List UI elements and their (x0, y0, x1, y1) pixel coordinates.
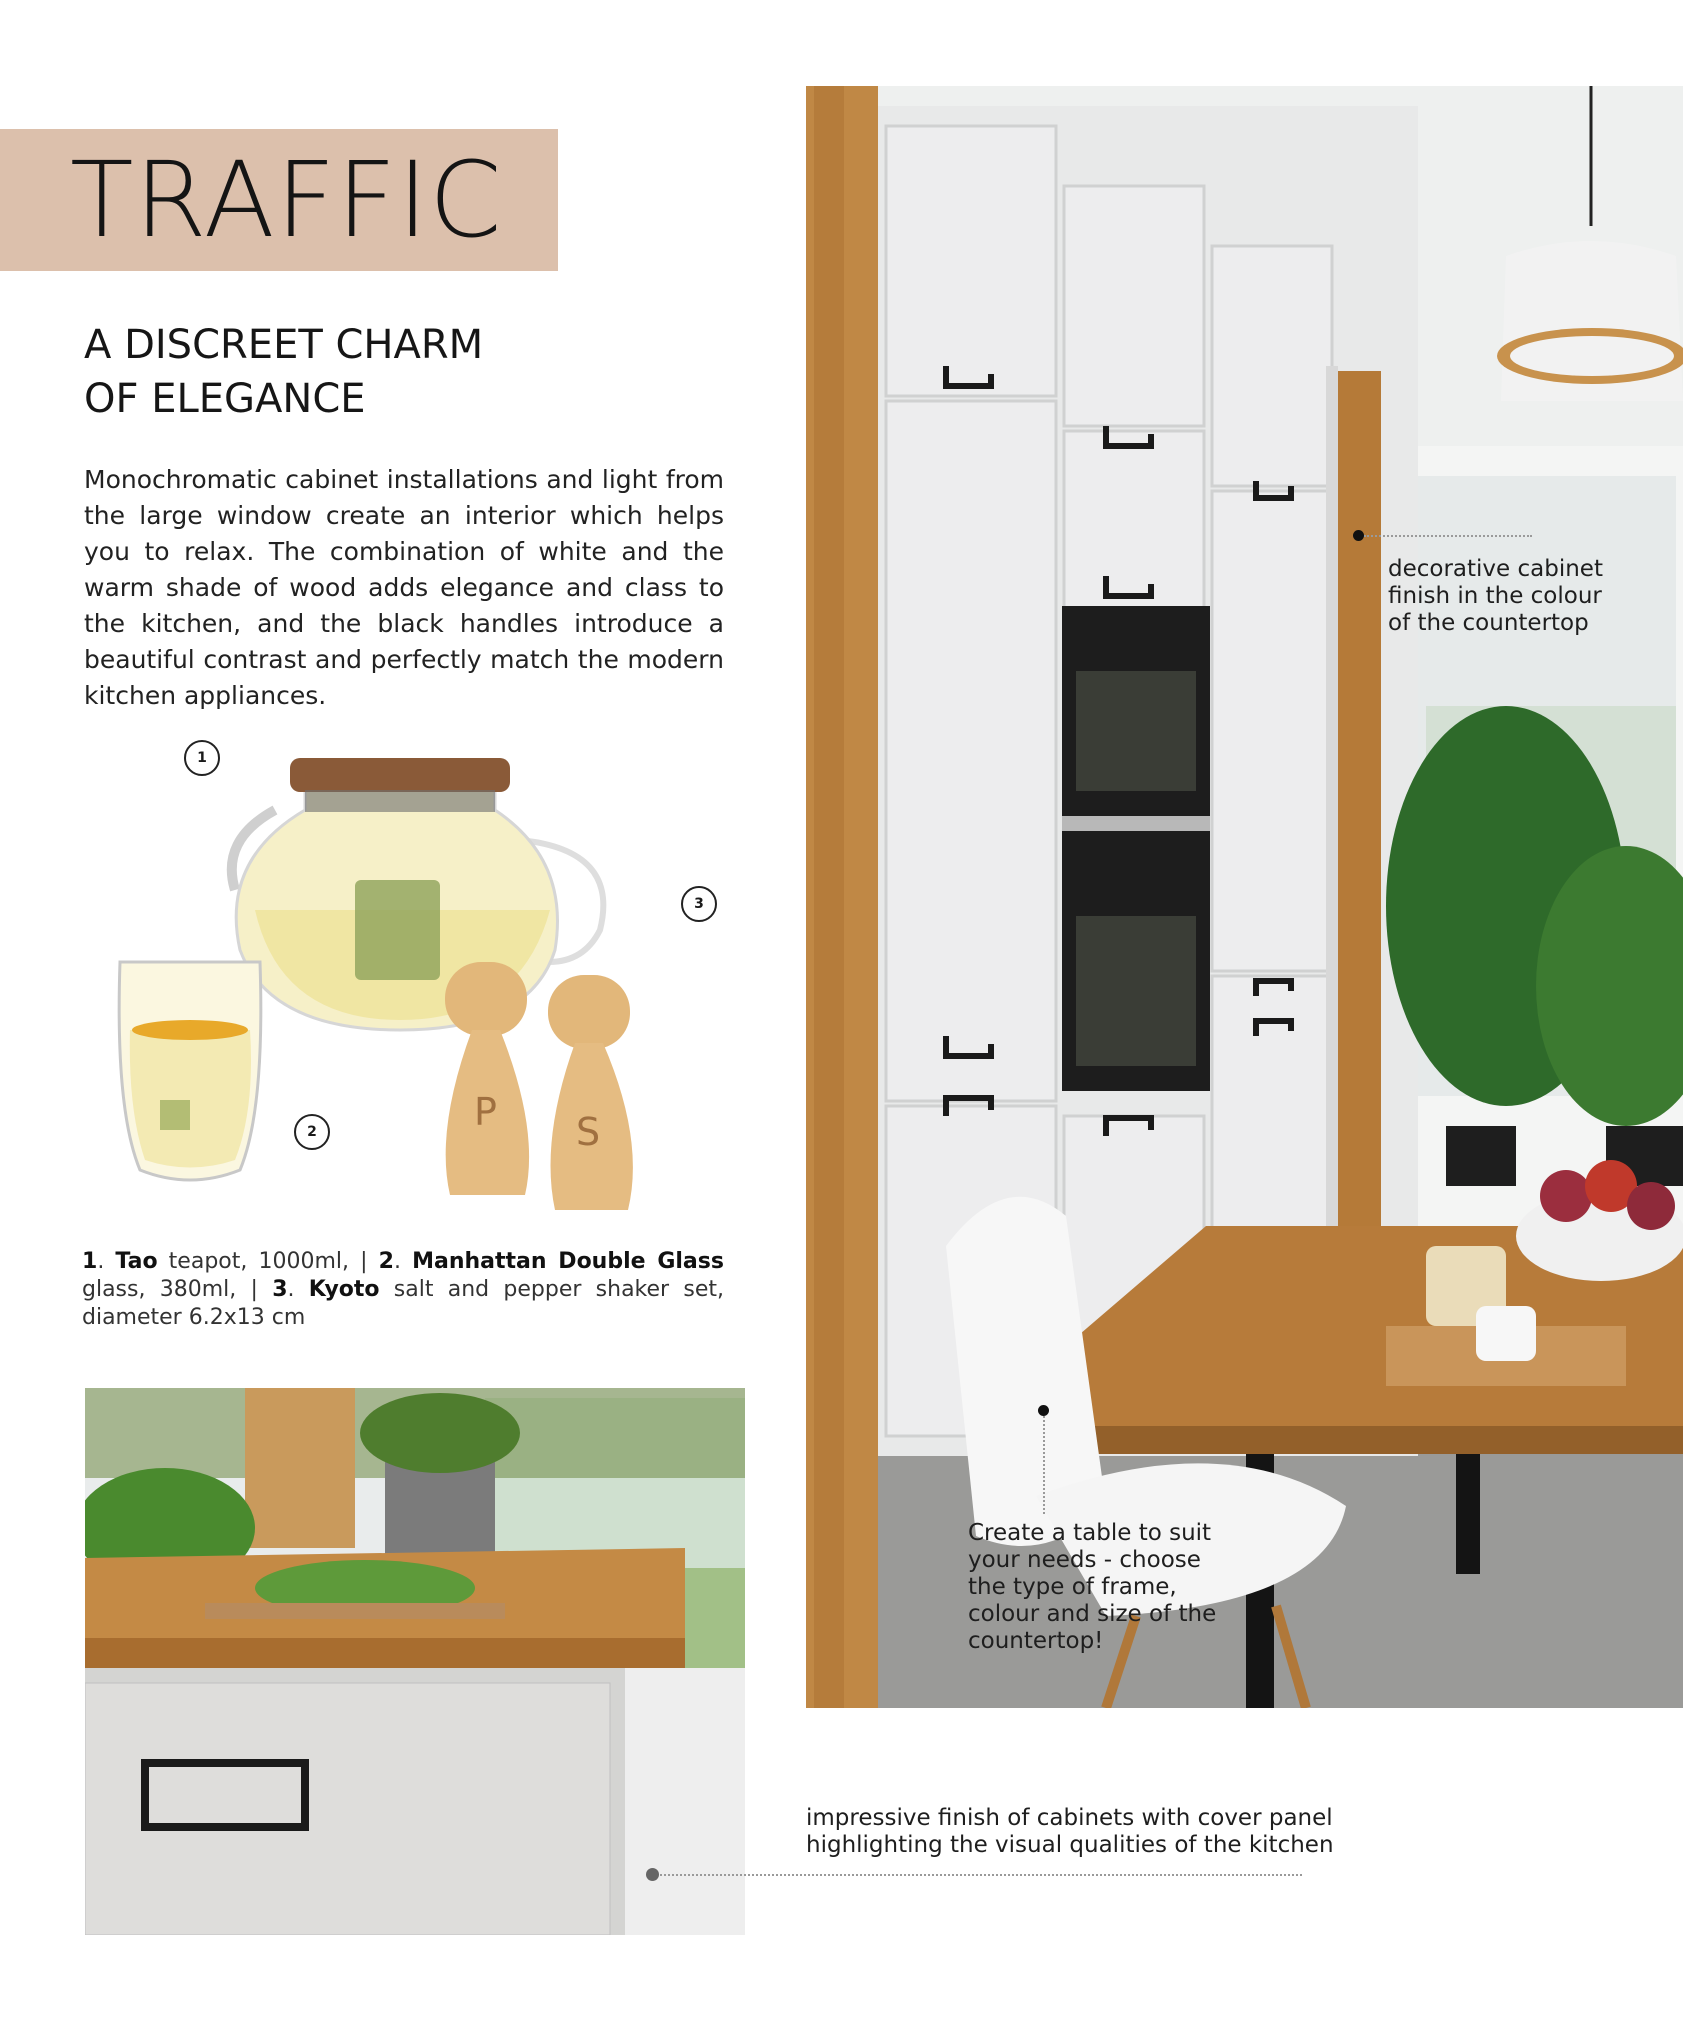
annotation-marker-table (1038, 1405, 1049, 1416)
annotation-cabinet-finish: decorative cabinet finish in the colour of the countertop (1388, 556, 1603, 636)
caption-desc-2: glass, 380ml, | (82, 1277, 273, 1302)
caption-name-2: Manhattan Double Glass (412, 1249, 724, 1274)
product-badge-2: 2 (294, 1114, 330, 1150)
detail-photo (85, 1388, 745, 1935)
caption-number-1: 1 (82, 1249, 98, 1274)
kitchen-interior-image (806, 86, 1683, 1708)
caption-name-1: Tao (115, 1249, 158, 1274)
caption-number-2: 2 (378, 1249, 394, 1274)
headline (84, 318, 644, 426)
annotation-marker-panel (646, 1868, 659, 1881)
pepper-letter: P (474, 1090, 497, 1134)
annotation-cover-panel: impressive finish of cabinets with cover panel highlighting the visual qualities of the kitchen (806, 1805, 1334, 1858)
product-badge-3: 3 (681, 886, 717, 922)
annotation-leader-cabinet (1364, 535, 1532, 537)
caption-number-3: 3 (272, 1277, 288, 1302)
caption-desc-3: salt and pepper shaker set, diameter 6.2x13 cm (82, 1277, 724, 1330)
countertop-detail-image (85, 1388, 745, 1935)
products-image (100, 730, 740, 1230)
product-caption: 1. Tao teapot, 1000ml, | 2. Manhattan Double Glass glass, 380ml, | 3. Kyoto salt and pepper shaker set, diameter 6.2x13 cm (82, 1249, 724, 1330)
salt-letter: S (576, 1110, 601, 1154)
caption-desc-1: teapot, 1000ml, | (157, 1249, 379, 1274)
intro-paragraph: Monochromatic cabinet installations and light from the large window create an interior which helps you to relax. The combination of white and the warm shade of wood adds elegance and class to the kitchen, and the black handles introduce a beautiful contrast and perfectly match the modern kitchen appliances. (84, 465, 724, 710)
annotation-table: Create a table to suit your needs - choose the type of frame, colour and size of the countertop! (968, 1520, 1217, 1654)
headline-line-2: OF ELEGANCE (84, 376, 366, 422)
annotation-leader-panel (660, 1874, 1302, 1876)
annotation-leader-table (1043, 1416, 1045, 1514)
kitchen-photo (806, 86, 1683, 1708)
annotation-marker-cabinet (1353, 530, 1364, 541)
headline-line-1: A DISCREET CHARM (84, 322, 484, 368)
page-title: TRAFFIC (70, 139, 503, 261)
product-illustration (100, 730, 740, 1230)
product-badge-1: 1 (184, 740, 220, 776)
glass-image (119, 962, 261, 1180)
salt-pepper-shakers-image (445, 962, 633, 1210)
caption-name-3: Kyoto (308, 1277, 380, 1302)
teapot-image (232, 758, 604, 1030)
